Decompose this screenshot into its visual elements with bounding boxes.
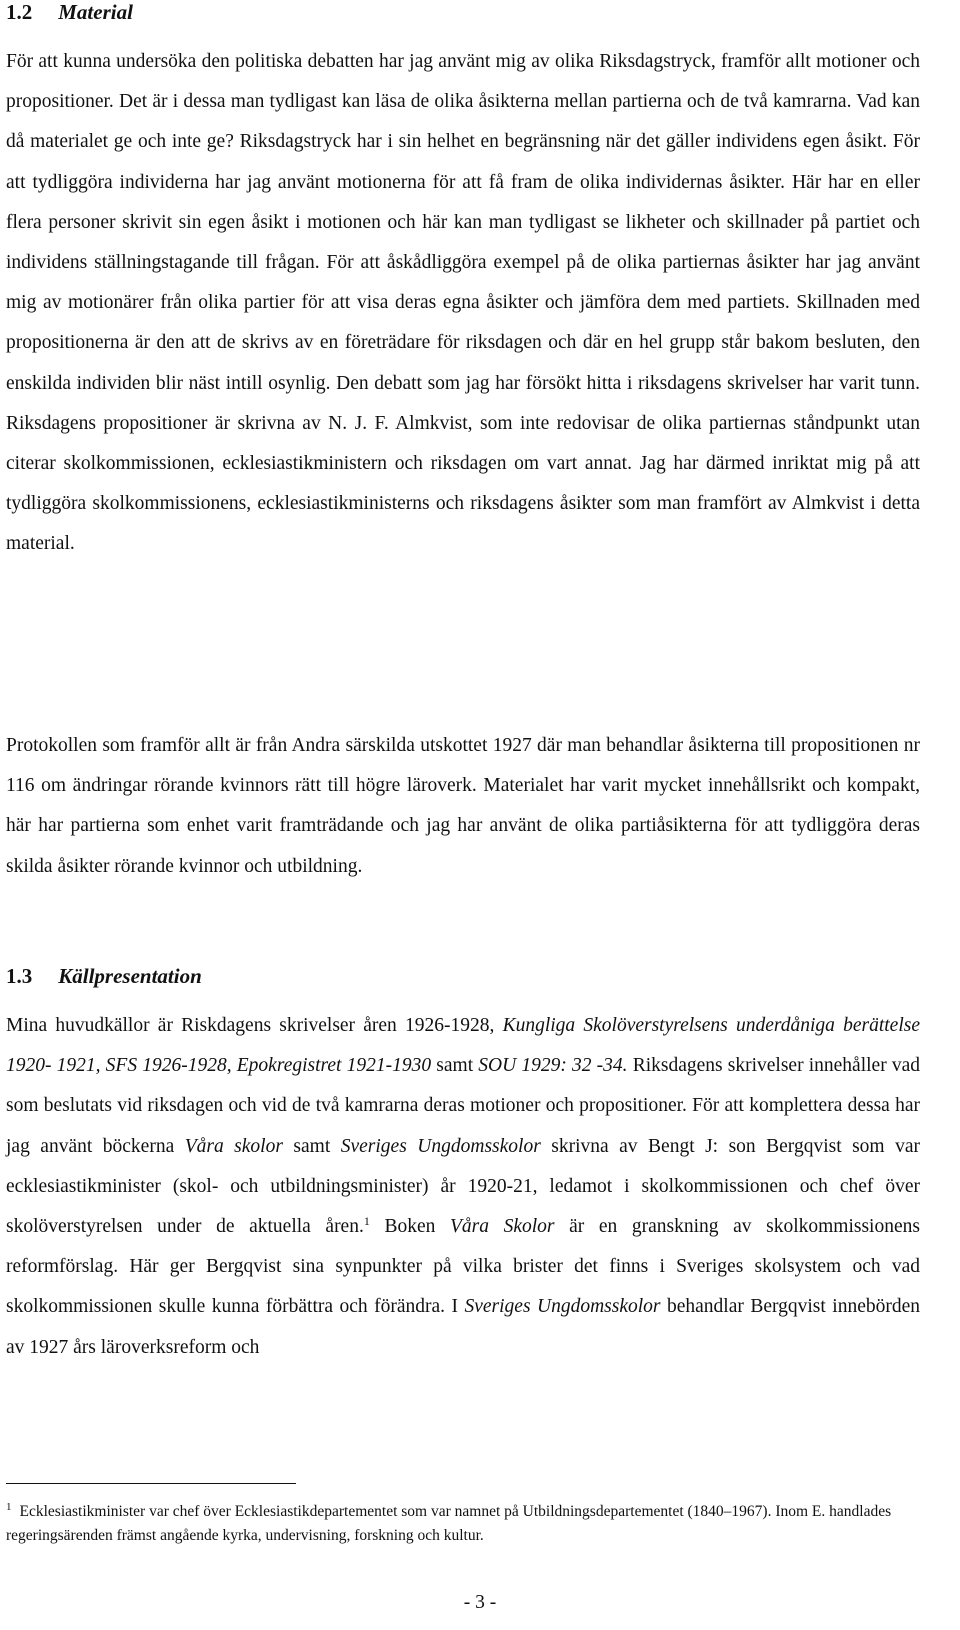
italic-title: Sveriges Ungdomsskolor [464, 1296, 661, 1318]
section-title: Källpresentation [58, 964, 202, 988]
text-run: Riksdagens skrivelser innehåller vad som beslutats vid riksdagen och vid de två kamrarna deras motioner och propositioner. För att komplettera dessa har jag använt böckerna [6, 1055, 920, 1157]
footnote [6, 1500, 920, 1548]
page-number: - 3 - [463, 1592, 497, 1613]
text-run: behandlar Bergqvist innebörden av 1927 års läroverksreform och [6, 1296, 920, 1358]
text-run: Boken [369, 1216, 450, 1238]
italic-title: Sveriges Ungdomsskolor [340, 1135, 541, 1157]
body-paragraph: Protokollen som framför allt är från Andra särskilda utskottet 1927 där man behandlar åsikterna till propositionen nr 116 om ändringar rörande kvinnors rätt till högre läroverk. Materialet har varit mycket innehållsrikt och kompakt, här har partierna som enhet varit framträdande och jag har använt de olika partiåsikterna för att tydliggöra deras skilda åsikter rörande kvinnor och utbildning. [6, 735, 920, 877]
footnote-reference[interactable]: 1 [363, 1214, 370, 1229]
text-run: samt [282, 1135, 341, 1157]
italic-title: Kungliga Skolöverstyrelsens underdåniga berättelse 1920- 1921, SFS 1926-1928, Epokregistret 1921-1930 [6, 1015, 920, 1077]
body-paragraph: För att kunna undersöka den politiska debatten har jag använt mig av olika Riksdagstryck, framför allt motioner och propositioner. Det är i dessa man tydligast kan läsa de olika åsikterna mellan partierna och de två kamrarna. Vad kan då materialet ge och inte ge? Riksdagstryck har i sin helhet en begränsning när det gäller individens egen åsikt. För att tydliggöra individerna har jag använt motionerna för att få fram de olika individernas åsikter. Här har en eller flera personer skrivit sin egen åsikt i motionen och här kan man tydligast se likheter och skillnader på partiet och individens ställningstagande till frågan. För att åskådliggöra exempel på de olika partiernas åsikter har jag använt mig av motionärer från olika partier för att visa deras egna åsikter och jämföra dem med partiets. Skillnaden med propositionerna är den att de skrivs av en företrädare för riksdagen och där en hel grupp står bakom besluten, den enskilda individen blir näst intill osynlig. Den debatt som jag har försökt hitta i riksdagens skrivelser har varit tunn. Riksdagens propositioner är skrivna av N. J. F. Almkvist, som inte redovisar de olika partiernas ståndpunkt utan citerar skolkommissionen, ecklesiastikministern och riksdagen om vart annat. Jag har därmed inriktat mig på att tydliggöra skolkommissionens, ecklesiastikministerns och riksdagens åsikter som man framfört av Almkvist i detta material. [6, 51, 920, 555]
section-number: 1.3 [6, 964, 33, 988]
italic-title: SOU 1929: 32 -34. [478, 1055, 628, 1077]
section-title: Material [58, 0, 133, 24]
text-run: Mina huvudkällor är Riskdagens skrivelser åren 1926-1928, [6, 1015, 503, 1036]
section-heading-material [6, 0, 133, 24]
text-run: samt [431, 1055, 479, 1077]
body-paragraph [6, 1006, 920, 1368]
text-run: är en granskning av skolkommissionens reformförslag. Här ger Bergqvist sina synpunkter på vilka brister det finns i Sveriges skolsystem och vad skolkommissionen skulle kunna förbättra och förändra. I [6, 1216, 920, 1318]
footnote-text: Ecklesiastikminister var chef över Ecklesiastikdepartementet som var namnet på Utbildningsdepartementet (1840–1967). Inom E. handlades regeringsärenden främst angående kyrka, undervisning, forskning och kultur. [6, 1503, 892, 1544]
footnote-number: 1 [6, 1501, 12, 1513]
section-number: 1.2 [6, 0, 33, 24]
section-heading-kallpresentation [6, 964, 202, 988]
italic-title: Våra Skolor [449, 1216, 555, 1238]
text-run: skrivna av Bengt J: son Bergqvist som var ecklesiastikminister (skol- och utbildningsminister) år 1920-21, ledamot i skolkommissionen och chef över skolöverstyrelsen under de aktuella åren. [6, 1135, 920, 1238]
footnote-separator [6, 1483, 296, 1484]
italic-title: Våra skolor [184, 1135, 283, 1157]
